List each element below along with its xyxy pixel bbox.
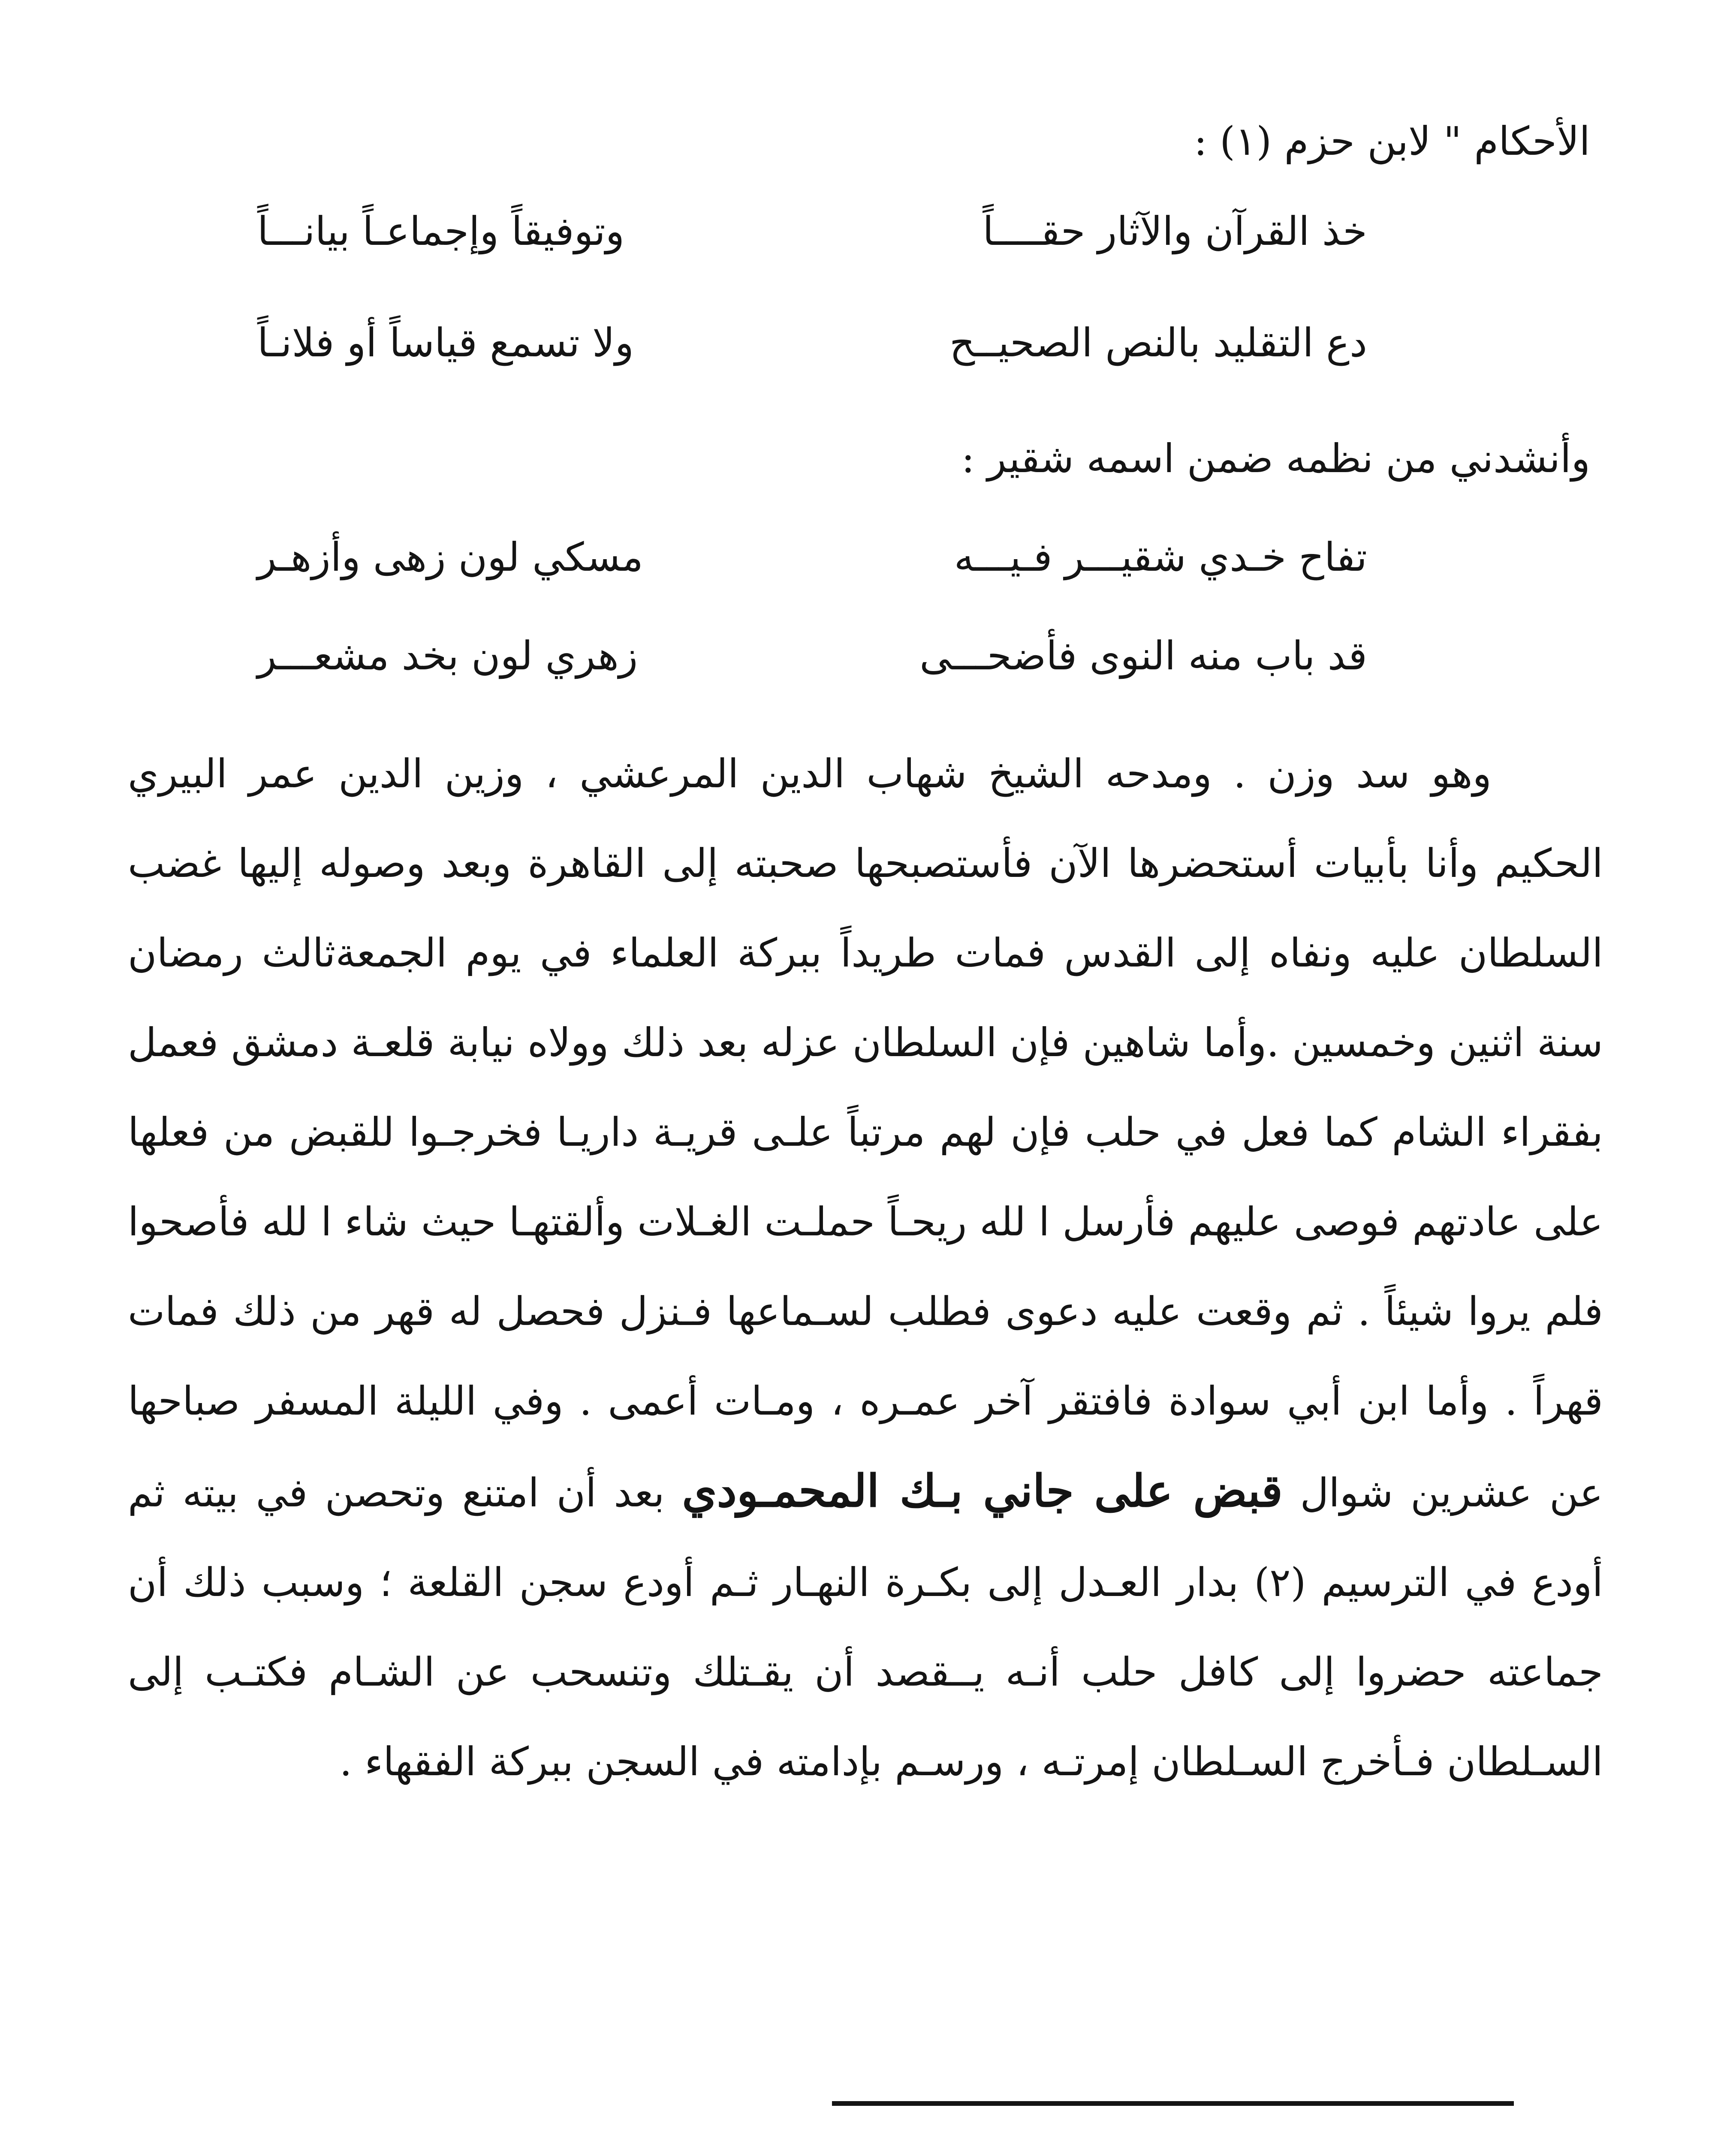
poem-hemistich-left: زهري لون بخد مشعـــر xyxy=(257,633,638,679)
poem-hemistich-right: خذ القرآن والآثار حقــــاً xyxy=(983,208,1367,254)
poem-couplet xyxy=(0,202,1736,262)
poem-hemistich-left: مسكي لون زهى وأزهـر xyxy=(257,534,643,580)
poem-hemistich-right: تفاح خـدي شقيـــر فـيـــه xyxy=(954,534,1367,580)
footnote-separator xyxy=(832,2101,1514,2106)
bold-name: قبض على جاني بـك المحمـودي xyxy=(682,1464,1283,1517)
poem-couplet xyxy=(0,527,1736,587)
poem-couplet xyxy=(0,626,1736,686)
intro-line: الأحكام " لابن حزم (١) : xyxy=(1194,118,1590,164)
paragraph xyxy=(128,729,1603,1807)
intro-line-2: وأنشدني من نظمه ضمن اسمه شقير : xyxy=(961,436,1590,482)
poem-hemistich-right: دع التقليد بالنص الصحيــح xyxy=(949,320,1367,366)
poem-hemistich-left: ولا تسمع قياساً أو فلانـاً xyxy=(257,320,634,366)
main-text xyxy=(128,729,1603,1807)
poem-couplet xyxy=(0,313,1736,373)
paragraph-text-tail: بعد أن امتنع وتحصن في بيته ثم أودع في الترسيم (٢) بدار العـدل إلى بكـرة النهـار ثـم أودع سجن القلعة ؛ وسبب ذلك أن جماعته حضروا إلى كافل حلب أنـه يــقصد أن يقـتلك وتنسحب عن الشـام فكتـب إلى السـلطان فـأخرج السـلطان إمرتـه ، ورسـم بإدامته في السجن ببركة الفقهاء . xyxy=(128,1470,1603,1785)
poem-hemistich-right: قد باب منه النوى فأضحـــى xyxy=(919,633,1367,679)
paragraph-text: وهو سد وزن . ومدحه الشيخ شهاب الدين المرعشي ، وزين الدين عمر البيري الحكيم وأنا بأبيات أستحضرها الآن فأستصبحها صحبته إلى القاهرة وبعد وصوله إليها غضب السلطان عليه ونفاه إلى القدس فمات طريداً ببركة العلماء في يوم الجمعةثالث رمضان سنة اثنين وخمسين .وأما شاهين فإن السلطان عزله بعد ذلك وولاه نيابة قلعـة دمشق فعمل بفقراء الشام كما فعل في حلب فإن لهم مرتباً علـى قريـة داريـا فخرجـوا للقبض من فعلها على عادتهم فوصى عليهم فأرسل ا لله ريحـاً حملـت الغـلات وألقتهـا حيث شاء ا لله فأصحوا فلم يروا شيئاً . ثم وقعت عليه دعوى فطلب لسـماعها فـنزل فحصل له قهر من ذلك فمات قهراً . وأما ابن أبي سوادة فافتقر آخر عمـره ، ومـات أعمى . وفي الليلة المسفر صباحها عن عشرين شوال xyxy=(128,751,1603,1516)
poem-hemistich-left: وتوفيقاً وإجماعـاً بيانـــاً xyxy=(257,208,625,254)
